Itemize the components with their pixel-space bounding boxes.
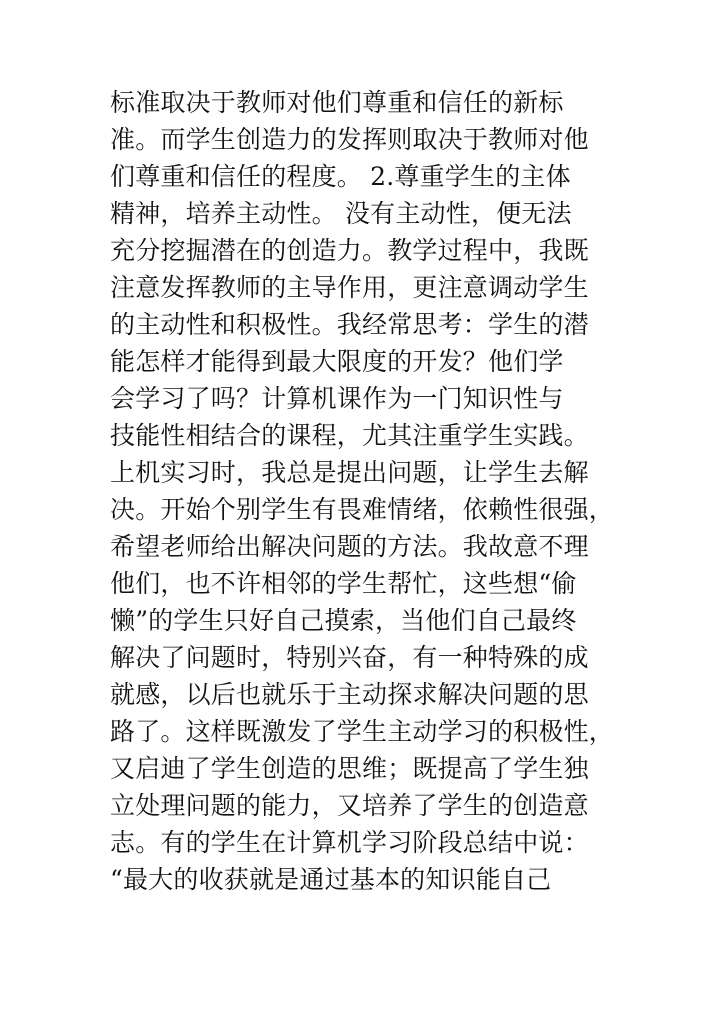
text-line-17: 就感，以后也就乐于主动探求解决问题的思 (110, 680, 589, 709)
text-line-12: 决。开始个别学生有畏难情绪，依赖性很强， (110, 495, 615, 524)
text-line-14: 他们，也不许相邻的学生帮忙，这些想“偷 (110, 569, 577, 598)
body-text (110, 84, 620, 898)
text-line-22: “最大的收获就是通过基本的知识能自己 (110, 865, 552, 894)
text-line-19: 又启迪了学生创造的思维；既提高了学生独 (110, 754, 589, 783)
text-line-4: 精神，培养主动性。 没有主动性，便无法 (110, 199, 572, 228)
text-line-13: 希望老师给出解决问题的方法。我故意不理 (110, 532, 589, 561)
text-line-11: 上机实习时，我总是提出问题，让学生去解 (110, 458, 589, 487)
text-line-1: 标准取决于教师对他们尊重和信任的新标 (110, 88, 564, 117)
text-line-16: 解决了问题时，特别兴奋，有一种特殊的成 (110, 643, 589, 672)
text-line-3: 们尊重和信任的程度。 2.尊重学生的主体 (110, 162, 571, 191)
text-line-6: 注意发挥教师的主导作用，更注意调动学生 (110, 273, 589, 302)
text-line-20: 立处理问题的能力，又培养了学生的创造意 (110, 791, 589, 820)
text-line-18: 路了。这样既激发了学生主动学习的积极性， (110, 717, 615, 746)
text-line-10: 技能性相结合的课程，尤其注重学生实践。 (110, 421, 589, 450)
text-line-21: 志。有的学生在计算机学习阶段总结中说： (110, 828, 589, 857)
text-line-7: 的主动性和积极性。我经常思考：学生的潜 (110, 310, 589, 339)
text-line-5: 充分挖掘潜在的创造力。教学过程中，我既 (110, 236, 589, 265)
text-line-15: 懒”的学生只好自己摸索，当他们自己最终 (110, 606, 577, 635)
text-line-8: 能怎样才能得到最大限度的开发？他们学 (110, 347, 564, 376)
text-line-2: 准。而学生创造力的发挥则取决于教师对他 (110, 125, 589, 154)
text-line-9: 会学习了吗？计算机课作为一门知识性与 (110, 384, 564, 413)
